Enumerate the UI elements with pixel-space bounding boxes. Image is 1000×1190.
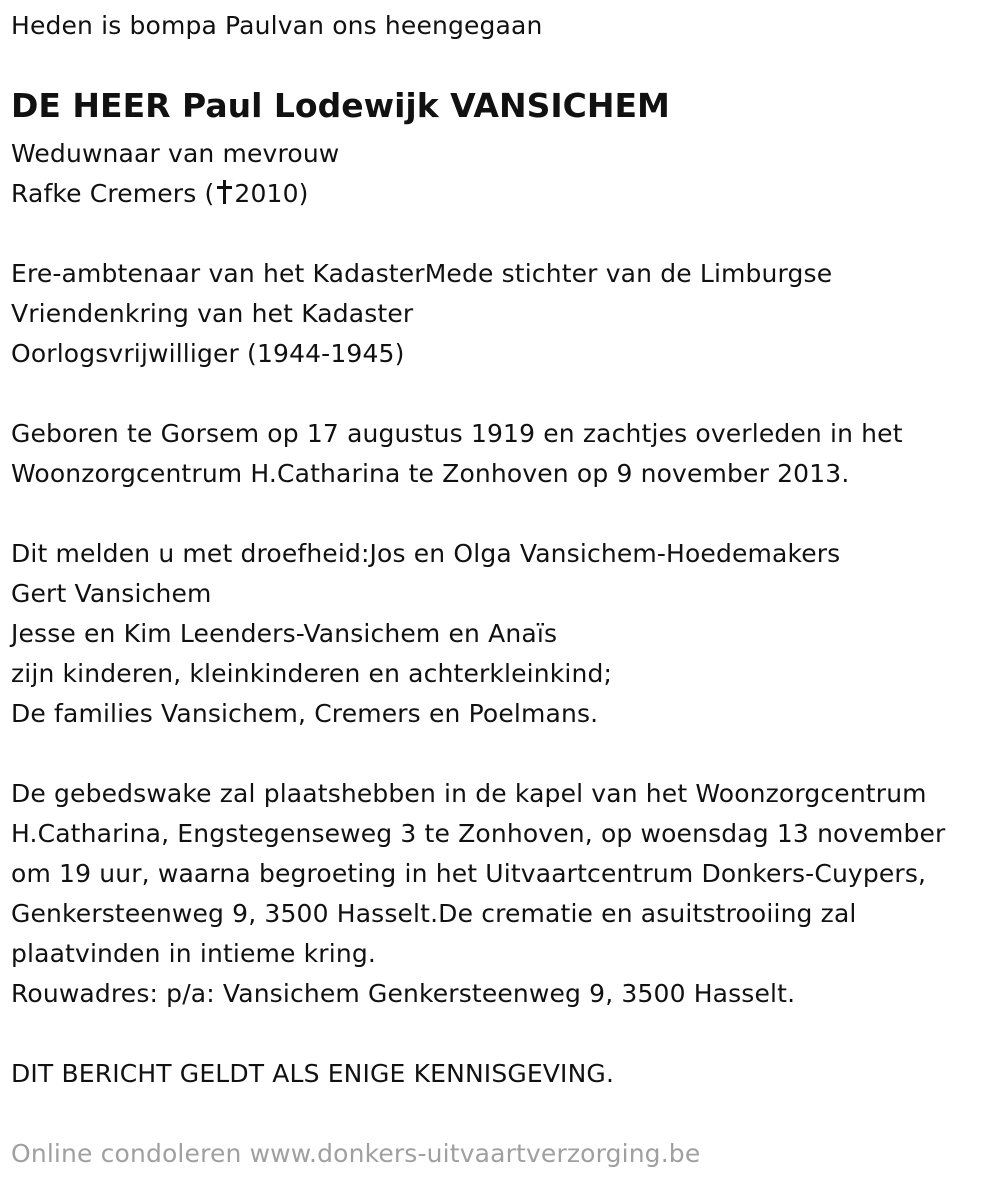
family-line: Jesse en Kim Leenders-Vansichem en Anaïs: [11, 619, 558, 648]
title-line: Ere-ambtenaar van het KadasterMede stichter van de Limburgse: [11, 259, 833, 288]
family-line: Gert Vansichem: [11, 579, 212, 608]
family-line: Dit melden u met droefheid:Jos en Olga Vansichem-Hoedemakers: [11, 539, 841, 568]
ceremony-line: om 19 uur, waarna begroeting in het Uitvaartcentrum Donkers-Cuypers,: [11, 859, 927, 888]
condolence-footer: Online condoleren www.donkers-uitvaartverzorging.be: [11, 1139, 701, 1168]
death-notice: [11, 6, 991, 1174]
ceremony-line: Genkersteenweg 9, 3500 Hasselt.De crematie en asuitstrooiing zal: [11, 899, 857, 928]
title-line: Vriendenkring van het Kadaster: [11, 299, 414, 328]
spouse-name: Rafke Cremers (: [11, 179, 215, 208]
ceremony-line: plaatvinden in intieme kring.: [11, 939, 376, 968]
deceased-name: DE HEER Paul Lodewijk VANSICHEM: [11, 86, 670, 125]
birth-death-line: Woonzorgcentrum H.Catharina te Zonhoven op 9 november 2013.: [11, 459, 850, 488]
spouse-line: Weduwnaar van mevrouw: [11, 139, 340, 168]
spacer: [11, 494, 991, 534]
spacer: [11, 734, 991, 774]
mourning-address: Rouwadres: p/a: Vansichem Genkersteenweg 9, 3500 Hasselt.: [11, 979, 796, 1008]
ceremony-line: H.Catharina, Engstegenseweg 3 te Zonhoven, op woensdag 13 november: [11, 819, 946, 848]
spacer: [11, 214, 991, 254]
spacer: [11, 1094, 991, 1134]
title-line: Oorlogsvrijwilliger (1944-1945): [11, 339, 405, 368]
spacer: [11, 1014, 991, 1054]
family-line: De families Vansichem, Cremers en Poelmans.: [11, 699, 599, 728]
ceremony-line: De gebedswake zal plaatshebben in de kapel van het Woonzorgcentrum: [11, 779, 927, 808]
closing-statement: DIT BERICHT GELDT ALS ENIGE KENNISGEVING.: [11, 1059, 615, 1088]
family-line: zijn kinderen, kleinkinderen en achterkleinkind;: [11, 659, 613, 688]
spacer: [11, 374, 991, 414]
spouse-death-year: 2010): [234, 179, 309, 208]
intro-line: Heden is bompa Paulvan ons heengegaan: [11, 11, 543, 40]
cross-icon: [215, 180, 233, 204]
birth-death-line: Geboren te Gorsem op 17 augustus 1919 en zachtjes overleden in het: [11, 419, 903, 448]
spouse-name-line: [11, 174, 991, 214]
